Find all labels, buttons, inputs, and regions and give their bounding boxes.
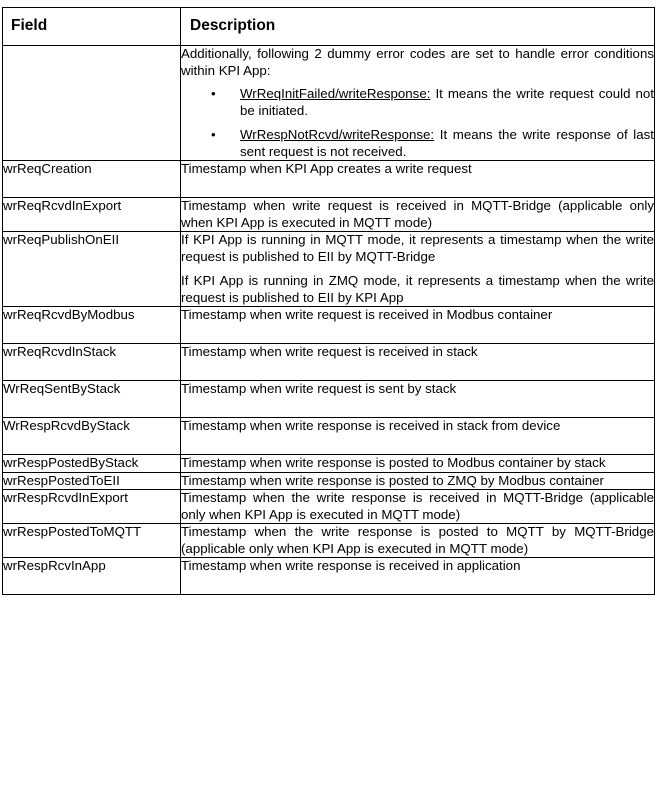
bullet-icon: • xyxy=(211,127,216,142)
description-text: Timestamp when write request is received in stack xyxy=(181,344,478,359)
error-code-item xyxy=(181,86,654,119)
table-row xyxy=(3,381,655,418)
field-cell: WrRespRcvdByStack xyxy=(3,418,181,455)
field-cell: wrReqRcvdInStack xyxy=(3,344,181,381)
description-text: Timestamp when write response is received in application xyxy=(181,558,521,573)
description-cell xyxy=(181,344,655,381)
error-code-text: It means the write request could not be initiated. xyxy=(240,86,654,118)
table-row xyxy=(3,307,655,344)
field-cell: wrRespPostedByStack xyxy=(3,455,181,473)
error-codes-intro: Additionally, following 2 dummy error codes are set to handle error conditions within KPI App: xyxy=(181,46,654,78)
description-cell xyxy=(181,307,655,344)
field-cell: wrReqRcvdInExport xyxy=(3,198,181,232)
error-code-item xyxy=(181,127,654,160)
error-code-text: It means the write response of last sent request is not received. xyxy=(240,127,654,159)
table-row xyxy=(3,558,655,595)
field-cell-empty xyxy=(3,46,181,161)
description-text: Timestamp when write request is received in Modbus container xyxy=(181,307,553,322)
kpi-field-table xyxy=(2,7,655,595)
bullet-icon: • xyxy=(211,86,216,101)
description-cell xyxy=(181,558,655,595)
field-cell: wrReqCreation xyxy=(3,161,181,198)
description-text: Timestamp when write request is received in MQTT-Bridge (applicable only when KPI App is executed in MQTT mode) xyxy=(181,198,654,230)
table-row-error-codes xyxy=(3,46,655,161)
table-row xyxy=(3,472,655,490)
description-text: Timestamp when write response is received in stack from device xyxy=(181,418,561,433)
description-cell xyxy=(181,418,655,455)
error-code-name: WrReqInitFailed/writeResponse: xyxy=(240,86,431,101)
table-row xyxy=(3,490,655,524)
description-text: Timestamp when write request is sent by stack xyxy=(181,381,457,396)
description-text: If KPI App is running in ZMQ mode, it represents a timestamp when the write request is published to EII by KPI App xyxy=(181,273,654,305)
description-text: Timestamp when the write response is posted to MQTT by MQTT-Bridge (applicable only when KPI App is executed in MQTT mode) xyxy=(181,524,654,556)
description-cell xyxy=(181,381,655,418)
description-text: Timestamp when KPI App creates a write request xyxy=(181,161,472,176)
field-cell: wrRespPostedToEII xyxy=(3,472,181,490)
error-code-list xyxy=(181,86,654,160)
description-cell xyxy=(181,161,655,198)
table-row xyxy=(3,161,655,198)
description-cell xyxy=(181,232,655,307)
table-row xyxy=(3,455,655,473)
table-row xyxy=(3,198,655,232)
description-text: If KPI App is running in MQTT mode, it represents a timestamp when the write request is published to EII by MQTT-Bridge xyxy=(181,232,654,264)
field-cell: wrRespRcvInApp xyxy=(3,558,181,595)
description-cell xyxy=(181,472,655,490)
field-cell: wrRespPostedToMQTT xyxy=(3,524,181,558)
description-cell xyxy=(181,198,655,232)
header-description: Description xyxy=(181,8,655,46)
field-cell: WrReqSentByStack xyxy=(3,381,181,418)
header-field: Field xyxy=(3,8,181,46)
table-row xyxy=(3,418,655,455)
description-cell-error-codes xyxy=(181,46,655,161)
description-cell xyxy=(181,524,655,558)
description-text: Timestamp when write response is posted to Modbus container by stack xyxy=(181,455,606,470)
description-cell xyxy=(181,455,655,473)
description-text: Timestamp when write response is posted to ZMQ by Modbus container xyxy=(181,472,604,488)
description-cell xyxy=(181,490,655,524)
field-cell: wrReqPublishOnEII xyxy=(3,232,181,307)
description-text: Timestamp when the write response is received in MQTT-Bridge (applicable only when KPI App is executed in MQTT mode) xyxy=(181,490,654,522)
field-cell: wrRespRcvdInExport xyxy=(3,490,181,524)
error-code-name: WrRespNotRcvd/writeResponse: xyxy=(240,127,435,142)
table-header-row xyxy=(3,8,655,46)
table-row xyxy=(3,344,655,381)
table-row xyxy=(3,524,655,558)
field-cell: wrReqRcvdByModbus xyxy=(3,307,181,344)
table-row xyxy=(3,232,655,307)
